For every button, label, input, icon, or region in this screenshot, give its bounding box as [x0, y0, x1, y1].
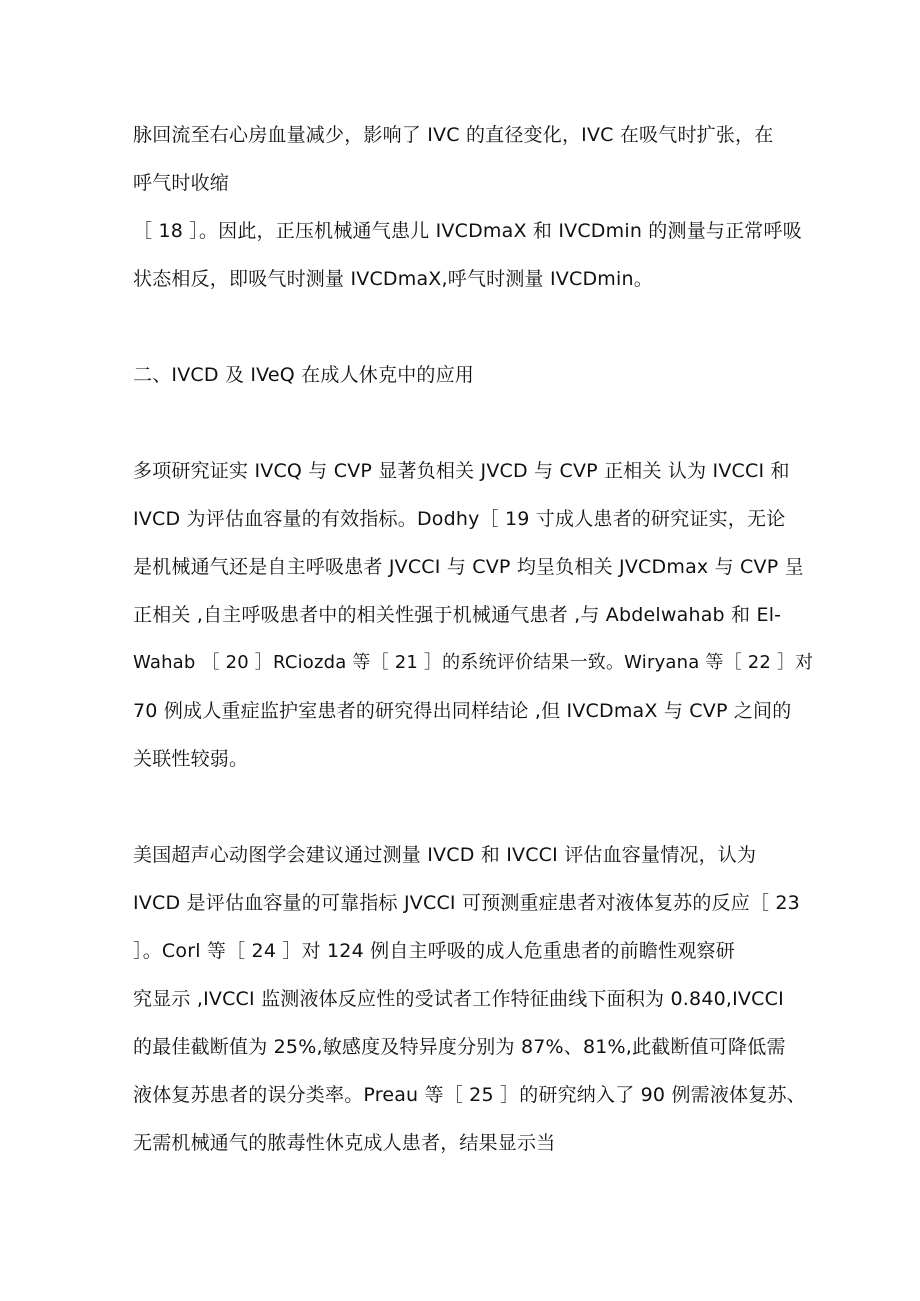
text-line: 究显示 ,IVCCI 监测液体反应性的受试者工作特征曲线下面积为 0.840,IVCCI: [133, 988, 784, 1010]
text-line: 是机械通气还是自主呼吸患者 JVCCI 与 CVP 均呈负相关 JVCDmax 与 CVP 呈: [133, 556, 804, 578]
text-line: ［ 18 ］。因此，正压机械通气患儿 IVCDmaX 和 IVCDmin 的测量与正常呼吸: [133, 220, 802, 242]
text-line: IVCD 为评估血容量的有效指标。Dodhy［ 19 寸成人患者的研究证实，无论: [133, 508, 786, 530]
text-line: 正相关 ,自主呼吸患者中的相关性强于机械通气患者 ,与 Abdelwahab 和 El-: [133, 604, 782, 626]
text-line: 无需机械通气的脓毒性休克成人患者，结果显示当: [133, 1132, 556, 1154]
text-line: 的最佳截断值为 25%,敏感度及特异度分别为 87%、81%,此截断值可降低需: [133, 1036, 786, 1058]
text-line: 美国超声心动图学会建议通过测量 IVCD 和 IVCCI 评估血容量情况，认为: [133, 844, 757, 866]
section-heading: 二、IVCD 及 IVeQ 在成人休克中的应用: [133, 364, 474, 386]
text-line: 状态相反，即吸气时测量 IVCDmaX,呼气时测量 IVCDmin。: [133, 268, 653, 290]
text-line: 呼气时收缩: [133, 172, 230, 194]
text-line: IVCD 是评估血容量的可靠指标 JVCCI 可预测重症患者对液体复苏的反应［ 23: [133, 892, 800, 914]
text-line: 液体复苏患者的误分类率。Preau 等［ 25 ］的研究纳入了 90 例需液体复苏、: [133, 1084, 806, 1106]
text-line: 70 例成人重症监护室患者的研究得出同样结论 ,但 IVCDmaX 与 CVP 之间的: [133, 700, 792, 722]
text-line: 多项研究证实 IVCQ 与 CVP 显著负相关 JVCD 与 CVP 正相关 认为 IVCCI 和: [133, 460, 790, 482]
text-line: ］。Corl 等［ 24 ］对 124 例自主呼吸的成人危重患者的前瞻性观察研: [133, 940, 735, 962]
text-line: 关联性较弱。: [133, 748, 249, 770]
text-line: 脉回流至右心房血量减少，影响了 IVC 的直径变化，IVC 在吸气时扩张，在: [133, 124, 774, 146]
text-line: Wahab ［ 20 ］RCiozda 等［ 21 ］的系统评价结果一致。Wiryana 等［ 22 ］对: [133, 652, 814, 673]
